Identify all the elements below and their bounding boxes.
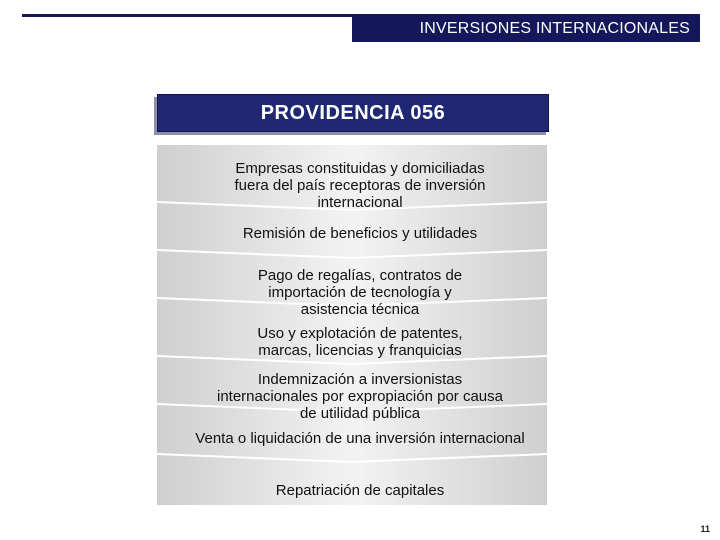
item-remision xyxy=(120,225,600,242)
item-empresas xyxy=(120,160,600,211)
item-venta-liquidacion xyxy=(120,430,600,447)
item-line: importación de tecnología y xyxy=(268,284,452,301)
item-line: asistencia técnica xyxy=(300,301,420,318)
providencia-title: PROVIDENCIA 056 xyxy=(260,102,446,124)
page-number: 11 xyxy=(700,524,710,534)
item-line: Empresas constituidas y domiciliadas xyxy=(235,160,485,177)
item-repatriacion xyxy=(120,482,600,499)
item-line: internacionales por expropiación por causa xyxy=(216,388,503,405)
item-line: Venta o liquidación de una inversión internacional xyxy=(195,430,525,447)
providencia-box xyxy=(157,94,549,132)
item-line: marcas, licencias y franquicias xyxy=(258,342,462,359)
chevron-divider-2 xyxy=(157,249,547,259)
item-line: de utilidad pública xyxy=(299,405,421,422)
header-cover xyxy=(22,17,352,42)
item-line: Indemnización a inversionistas xyxy=(257,371,463,388)
item-line: fuera del país receptoras de inversión xyxy=(234,177,486,194)
item-line: Uso y explotación de patentes, xyxy=(257,325,463,342)
item-pago-regalias xyxy=(120,267,600,318)
item-line: internacional xyxy=(317,194,403,211)
item-line: Remisión de beneficios y utilidades xyxy=(242,225,478,242)
item-line: Repatriación de capitales xyxy=(275,482,445,499)
header-title: INVERSIONES INTERNACIONALES xyxy=(419,20,690,37)
item-indemnizacion xyxy=(120,371,600,422)
item-uso-patentes xyxy=(120,325,600,359)
item-line: Pago de regalías, contratos de xyxy=(257,267,463,284)
chevron-divider-6 xyxy=(157,453,547,463)
